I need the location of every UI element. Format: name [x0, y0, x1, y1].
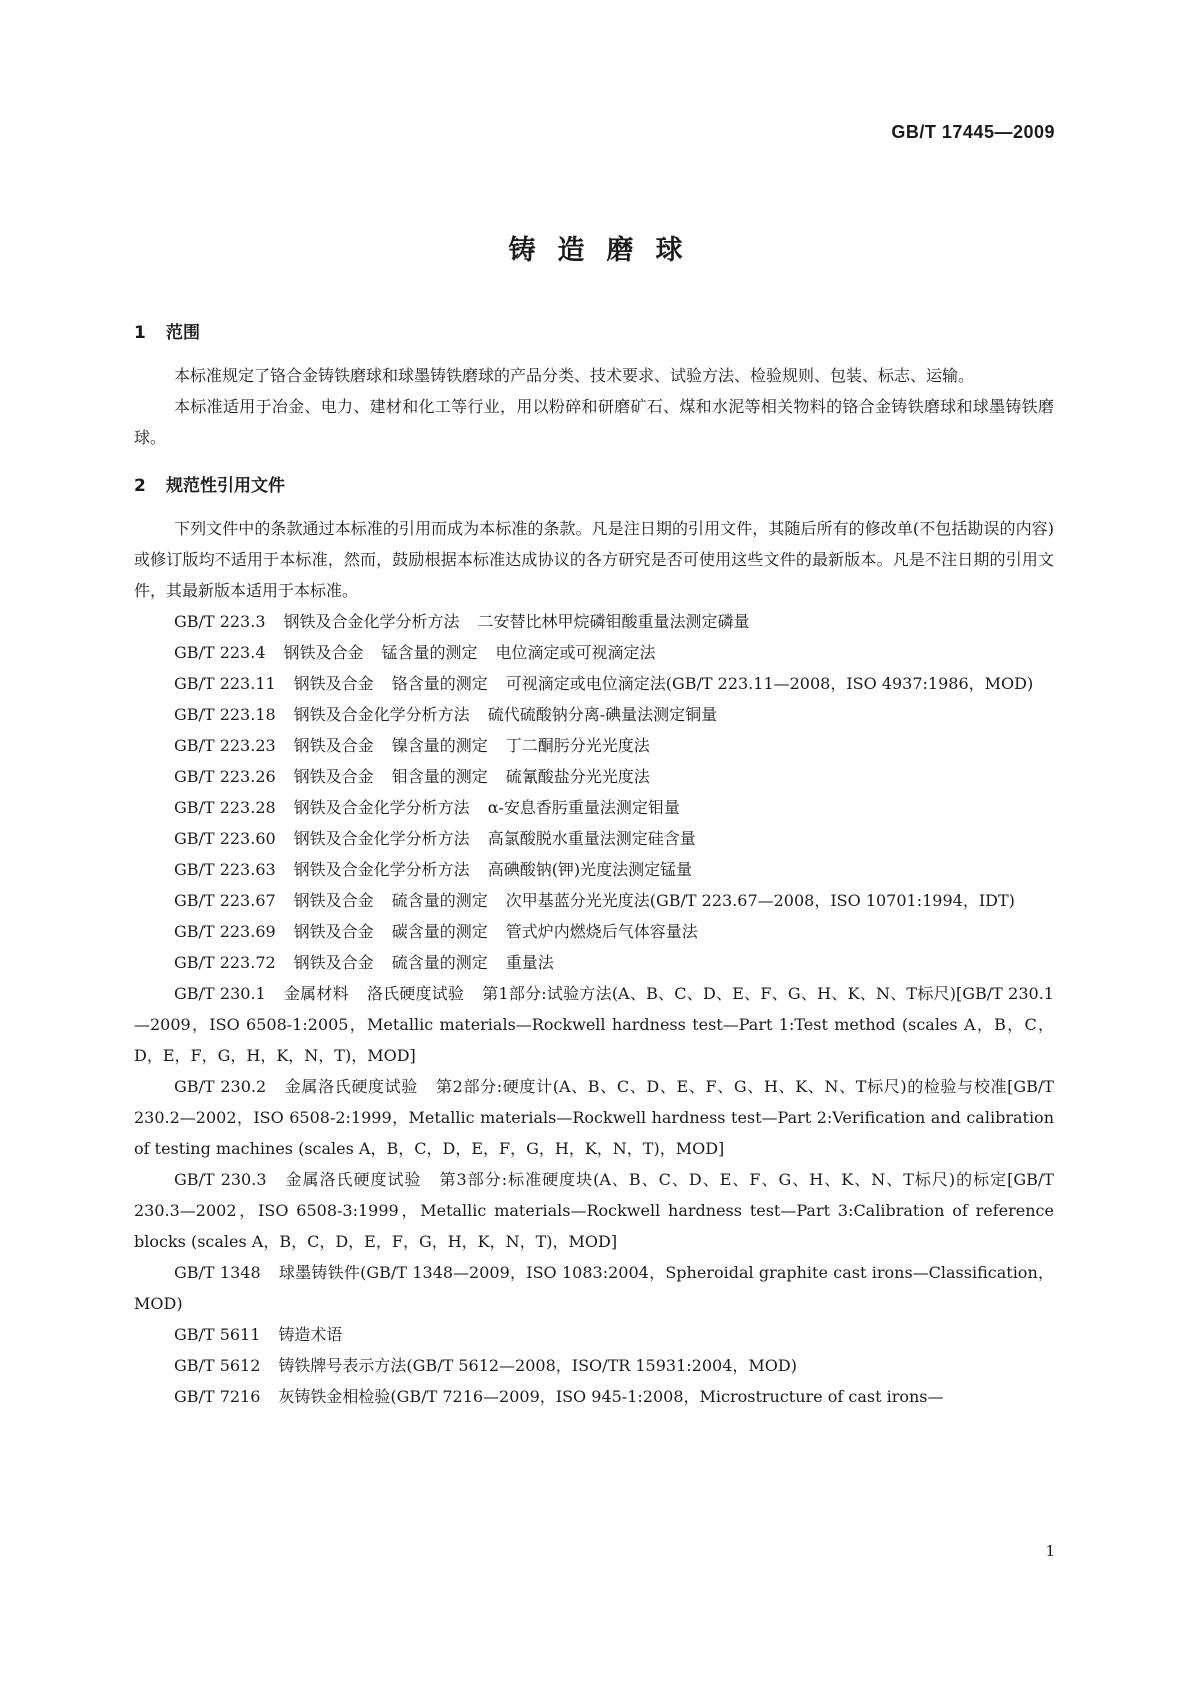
reference-title-part: 金属洛氏硬度试验	[284, 1077, 418, 1096]
reference-item	[134, 916, 1054, 947]
reference-code: GB/T 223.60	[174, 829, 276, 848]
reference-item	[134, 761, 1054, 792]
reference-item	[134, 947, 1054, 978]
reference-title-part: 硫代硫酸钠分离-碘量法测定铜量	[487, 705, 718, 724]
reference-title-part: 钢铁及合金化学分析方法	[293, 829, 470, 848]
reference-item	[134, 1319, 1054, 1350]
reference-list	[134, 606, 1054, 1412]
reference-item	[134, 606, 1054, 637]
reference-title-part: 铸铁牌号表示方法(GB/T 5612—2008，ISO/TR 15931:2004，MOD)	[278, 1356, 797, 1375]
reference-item	[134, 792, 1054, 823]
reference-title-part: 次甲基蓝分光光度法(GB/T 223.67—2008，ISO 10701:1994，IDT)	[505, 891, 1015, 910]
reference-code: GB/T 5612	[174, 1356, 261, 1375]
reference-code: GB/T 223.4	[174, 643, 266, 662]
reference-title-part: 金属材料	[283, 984, 349, 1003]
reference-title-part: 硫氰酸盐分光光度法	[505, 767, 650, 786]
reference-code: GB/T 7216	[174, 1387, 261, 1406]
section-1-heading	[134, 318, 1054, 348]
reference-title-part: 第2部分:硬度计(A、B、C、D、E、F、G、H、K、N、T标尺)的检验与校准[GB/T 230.2—2002，ISO 6508-2:1999，Metallic materials—Rockwell hardness test—Part 2:Verification and calibration of testing machines (scales A，B，C，D，E，F，G，H，K，N，T)，MOD]	[134, 1077, 1054, 1158]
reference-title-part: 钢铁及合金	[293, 922, 374, 941]
reference-code: GB/T 230.2	[174, 1077, 267, 1096]
reference-code: GB/T 230.3	[174, 1170, 267, 1189]
reference-title-part: 可视滴定或电位滴定法(GB/T 223.11—2008，ISO 4937:1986，MOD)	[505, 674, 1034, 693]
reference-code: GB/T 5611	[174, 1325, 261, 1344]
reference-title-part: 钢铁及合金	[283, 643, 364, 662]
reference-item	[134, 730, 1054, 761]
reference-title-part: 碳含量的测定	[391, 922, 488, 941]
reference-item	[134, 823, 1054, 854]
section-2-heading	[134, 471, 1054, 501]
reference-title-part: 钢铁及合金化学分析方法	[293, 705, 470, 724]
reference-item	[134, 637, 1054, 668]
reference-item	[134, 1164, 1054, 1257]
reference-title-part: 电位滴定或可视滴定法	[495, 643, 656, 662]
reference-title-part: 钢铁及合金	[293, 736, 374, 755]
reference-title-part: 金属洛氏硬度试验	[284, 1170, 422, 1189]
section-title: 规范性引用文件	[166, 476, 285, 496]
reference-title-part: 二安替比林甲烷磷钼酸重量法测定磷量	[477, 612, 750, 631]
scope-paragraph: 本标准规定了铬合金铸铁磨球和球墨铸铁磨球的产品分类、技术要求、试验方法、检验规则、包装、标志、运输。	[174, 366, 975, 385]
reference-title-part: 高碘酸钠(钾)光度法测定锰量	[487, 860, 693, 879]
reference-item	[134, 1381, 1054, 1412]
section-number: 2	[134, 476, 146, 496]
reference-title-part: 钢铁及合金化学分析方法	[283, 612, 460, 631]
reference-code: GB/T 223.67	[174, 891, 276, 910]
reference-title-part: 钢铁及合金化学分析方法	[293, 798, 470, 817]
reference-title-part: 铬含量的测定	[391, 674, 488, 693]
reference-title-part: 硫含量的测定	[391, 891, 488, 910]
reference-code: GB/T 223.23	[174, 736, 276, 755]
standard-code: GB/T 17445—2009	[891, 122, 1055, 142]
reference-code: GB/T 223.26	[174, 767, 276, 786]
reference-item	[134, 699, 1054, 730]
reference-item	[134, 668, 1054, 699]
reference-code: GB/T 223.18	[174, 705, 276, 724]
reference-item	[134, 1071, 1054, 1164]
scope-paragraph: 本标准适用于冶金、电力、建材和化工等行业，用以粉碎和研磨矿石、煤和水泥等相关物料的铬合金铸铁磨球和球墨铸铁磨球。	[134, 397, 1054, 447]
reference-code: GB/T 223.28	[174, 798, 276, 817]
reference-title-part: 灰铸铁金相检验(GB/T 7216—2009，ISO 945-1:2008，Microstructure of cast irons—	[278, 1387, 944, 1406]
reference-title-part: 钼含量的测定	[391, 767, 488, 786]
reference-title-part: 洛氏硬度试验	[366, 984, 465, 1003]
reference-code: GB/T 230.1	[174, 984, 266, 1003]
reference-title-part: 硫含量的测定	[391, 953, 488, 972]
reference-title-part: 钢铁及合金	[293, 891, 374, 910]
reference-code: GB/T 1348	[174, 1263, 261, 1282]
reference-title-part: 第1部分:试验方法(A、B、C、D、E、F、G、H、K、N、T标尺)[GB/T 230.1—2009，ISO 6508-1:2005，Metallic materials—Rockwell hardness test—Part 1:Test method (scales A，B，C，D，E，F，G，H，K，N，T)，MOD]	[134, 984, 1054, 1065]
reference-title-part: 铸造术语	[278, 1325, 343, 1344]
reference-title-part: 丁二酮肟分光光度法	[505, 736, 650, 755]
reference-code: GB/T 223.72	[174, 953, 276, 972]
reference-title-part: 钢铁及合金	[293, 674, 374, 693]
page-number: 1	[1045, 1542, 1055, 1560]
reference-item	[134, 1257, 1054, 1319]
reference-item	[134, 885, 1054, 916]
reference-title-part: 锰含量的测定	[381, 643, 478, 662]
reference-item	[134, 854, 1054, 885]
reference-title-part: 钢铁及合金化学分析方法	[293, 860, 470, 879]
reference-code: GB/T 223.3	[174, 612, 266, 631]
reference-code: GB/T 223.69	[174, 922, 276, 941]
references-intro: 下列文件中的条款通过本标准的引用而成为本标准的条款。凡是注日期的引用文件，其随后所有的修改单(不包括勘误的内容)或修订版均不适用于本标准，然而，鼓励根据本标准达成协议的各方研究是否可使用这些文件的最新版本。凡是不注日期的引用文件，其最新版本适用于本标准。	[134, 519, 1054, 600]
reference-code: GB/T 223.11	[174, 674, 276, 693]
reference-code: GB/T 223.63	[174, 860, 276, 879]
document-title: 铸造磨球	[508, 235, 705, 266]
section-title: 范围	[166, 323, 200, 343]
reference-title-part: 钢铁及合金	[293, 953, 374, 972]
reference-title-part: 高氯酸脱水重量法测定硅含量	[487, 829, 696, 848]
section-number: 1	[134, 323, 146, 343]
reference-item	[134, 1350, 1054, 1381]
reference-title-part: 管式炉内燃烧后气体容量法	[505, 922, 698, 941]
reference-title-part: 钢铁及合金	[293, 767, 374, 786]
reference-item	[134, 978, 1054, 1071]
document-body	[134, 318, 1054, 1412]
reference-title-part: 球墨铸铁件(GB/T 1348—2009，ISO 1083:2004，Spheroidal graphite cast irons—Classification，MOD)	[134, 1263, 1054, 1313]
reference-title-part: 第3部分:标准硬度块(A、B、C、D、E、F、G、H、K、N、T标尺)的标定[GB/T 230.3—2002，ISO 6508-3:1999，Metallic materials—Rockwell hardness test—Part 3:Calibration of reference blocks (scales A，B，C，D，E，F，G，H，K，N，T)，MOD]	[134, 1170, 1054, 1251]
reference-title-part: α-安息香肟重量法测定钼量	[487, 798, 680, 817]
reference-title-part: 重量法	[505, 953, 554, 972]
reference-title-part: 镍含量的测定	[391, 736, 488, 755]
